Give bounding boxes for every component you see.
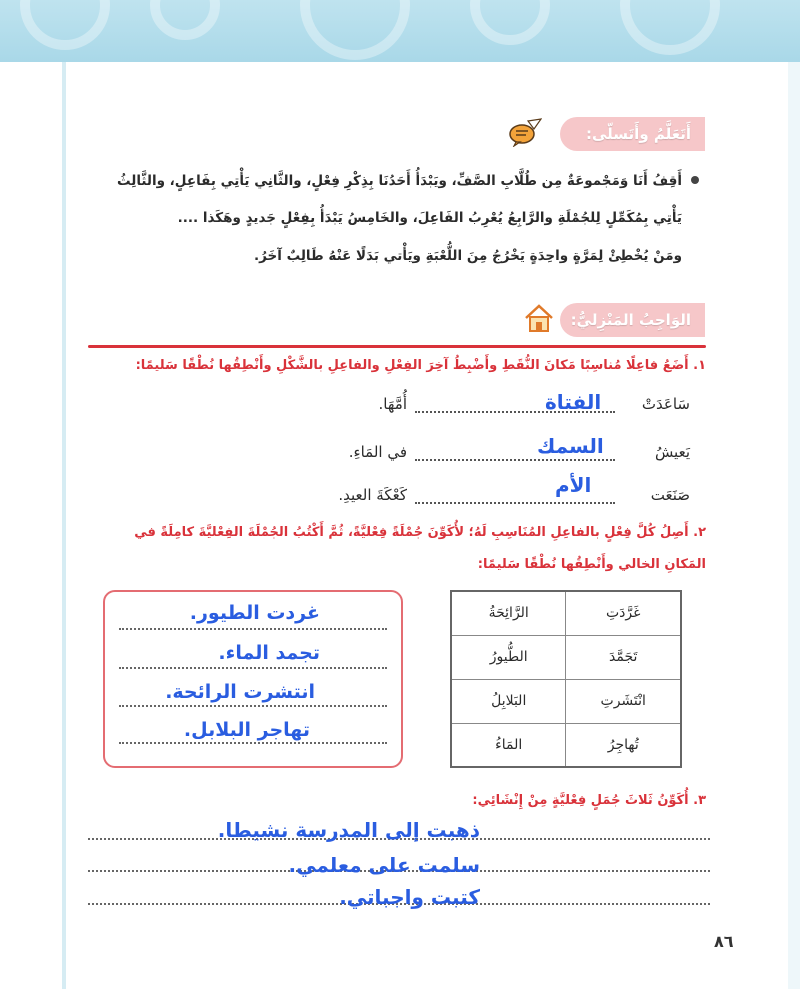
learn-section-title: أَتَعَلَّمُ وأَتَسلّى: [585,125,691,143]
handwritten-sentence-3: انتشرت الرائحة. [165,681,315,703]
table-row [451,591,681,635]
answer-line[interactable] [119,667,387,669]
matching-table [450,590,682,768]
handwritten-answer-1: الفتاة [545,390,602,414]
learn-paragraph-line-2: يَأْتِي بِمُكَمِّلٍ لِلجُمْلَةِ والرَّابِعُ يُعْرِبُ الفَاعِلَ، والخَامِسُ يَبْدَأُ بِفِعْلٍ جَديدٍ وهَكَذا .... [177,210,682,226]
page-number: ٨٦ [714,932,734,951]
handwritten-answer-2: السمك [537,434,604,458]
table-row [451,723,681,767]
table-cell-verb: انْتَشَرتِ [566,679,681,723]
table-row [451,635,681,679]
row-complement: أُمَّهَا. [378,395,407,413]
learn-section-header [560,117,705,151]
answer-line[interactable] [119,705,387,707]
table-row [451,679,681,723]
row-verb: يَعيشُ [654,443,690,461]
table-cell-subject: الرَّائِحَةُ [451,591,566,635]
question-2-prompt-line-2: المَكانِ الخالي وأَنْطِقُها نُطْقًا سَليمًا: [477,557,706,572]
handwritten-answer-3: الأم [555,473,592,497]
table-cell-verb: غَرَّدَتِ [566,591,681,635]
handwritten-sentence-5: ذهبت إلى المدرسة نشيطا. [217,818,480,842]
chat-paper-plane-icon [508,117,542,147]
header-decoration [0,0,800,62]
answer-blank[interactable] [415,502,615,504]
table-cell-subject: الطُّيورُ [451,635,566,679]
answer-line[interactable] [119,742,387,744]
homework-section-header [560,303,705,337]
table-cell-subject: البَلابِلُ [451,679,566,723]
learn-paragraph-line-1: أَقِفُ أَنَا وَمَجْموعَةٌ مِن طُلَّابِ الصَّفِّ، ويَبْدَأُ أَحَدُنَا بِذِكْرِ فِعْلٍ، والثَّانِي يَأْتِي بِفَاعِلٍ، والثَّالِثُ [116,173,682,189]
row-verb: صَنَعَت [650,486,690,504]
row-complement: كَعْكَةَ العيدِ. [338,486,407,504]
bullet [691,176,699,184]
answer-line[interactable] [119,628,387,630]
question-1-row-2 [290,441,690,469]
handwritten-sentence-2: تجمد الماء. [218,642,320,664]
question-3-prompt: ٣. أُكَوِّنُ ثَلاثَ جُمَلٍ فِعْليَّةٍ مِنْ إِنْشَائِي: [472,793,706,808]
handwritten-sentence-1: غردت الطيور. [189,602,320,624]
section-divider [88,345,706,348]
row-complement: في المَاءِ. [348,443,407,461]
handwritten-sentence-6: سلمت على معلمي. [288,853,480,877]
table-cell-verb: تَجَمَّدَ [566,635,681,679]
page-edge [788,62,800,989]
handwritten-sentence-4: تهاجر البلابل. [183,719,310,741]
question-1-row-1 [290,393,690,421]
table-cell-subject: المَاءُ [451,723,566,767]
answer-blank[interactable] [415,459,615,461]
house-icon [522,303,556,333]
question-1-row-3 [290,484,690,512]
question-2-prompt-line-1: ٢. أَصِلُ كُلَّ فِعْلٍ بالفاعِلِ المُنَاسِبِ لَهُ؛ لأُكَوِّنَ جُمْلَةً فِعْليَّةً، ثُمَّ أَكْتُبُ الجُمْلَةَ الفِعْليَّةَ كامِلَةً في [134,525,706,540]
handwritten-sentence-7: كتبت واجباتي. [339,885,480,909]
table-cell-verb: تُهاجِرُ [566,723,681,767]
question-1-prompt: ١. أَضَعُ فاعِلًا مُناسِبًا مَكانَ النُّقَطِ وأَضْبِطُ آخِرَ الفِعْلِ والفاعِلِ بالشَّكْلِ وأَنْطِقُها نُطْقًا سَليمًا: [135,358,706,373]
row-verb: سَاعَدَتْ [641,395,690,413]
homework-section-title: الوَاجِبُ المَنْزِليُّ: [570,311,691,329]
learn-paragraph-line-3: ومَنْ يُخْطِئْ لِمَرَّةٍ واحِدَةٍ يَخْرُجُ مِنَ اللُّعْبَةِ ويَأْتي بَدَلًا عَنْهُ طَالِبٌ آخَرُ. [253,248,682,264]
